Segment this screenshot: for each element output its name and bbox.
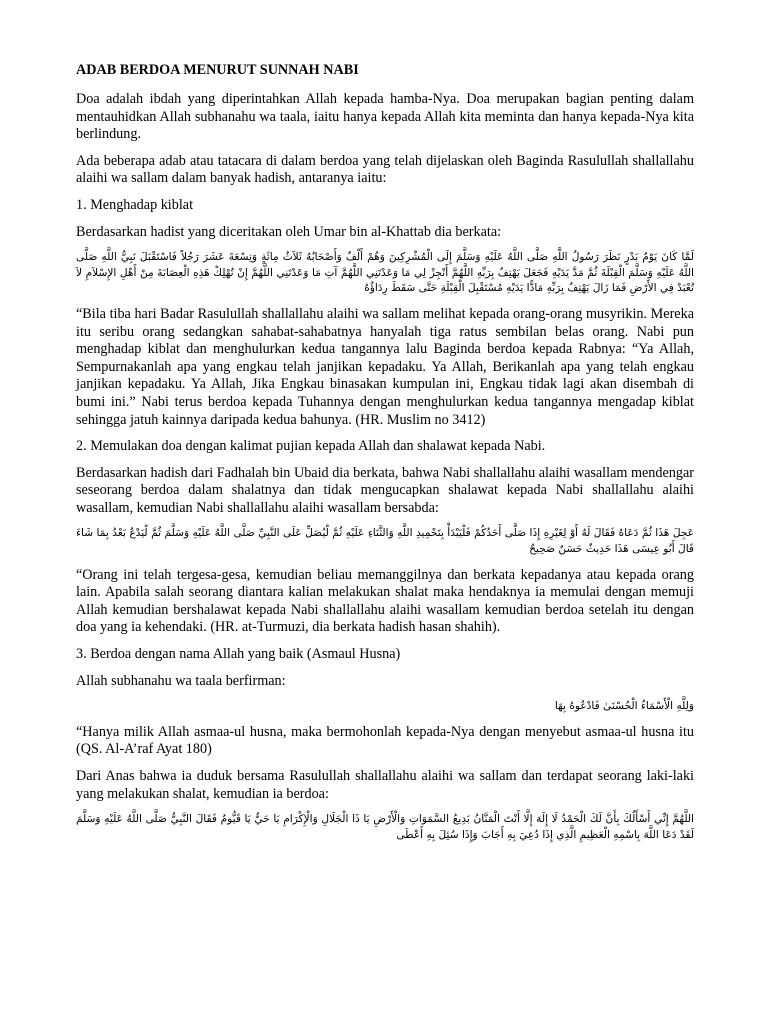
section-heading-1: 1. Menghadap kiblat (76, 196, 194, 213)
hadith-source-3: Dari Anas bahwa ia duduk bersama Rasulullah shallallahu alaihi wa sallam dan terdapat seorang laki-laki yang melakukan shalat, kemudian ia berdoa: (76, 768, 694, 802)
adab-intro-paragraph: Ada beberapa adab atau tatacara di dalam berdoa yang telah dijelaskan oleh Baginda Rasulullah shallallahu alaihi wa sallam dalam banyak hadish, antaranya iaitu: (76, 152, 694, 187)
arabic-hadith-2: عَجِلَ هَذَا ثُمَّ دَعَاهُ فَقَالَ لَهُ أَوْ لِغَيْرِهِ إِذَا صَلَّى أَحَدُكُمْ فَلْيَبْدَأْ بِتَحْمِيدِ اللَّهِ وَالثَّنَاءِ عَلَيْهِ ثُمَّ لْيُصَلِّ عَلَى النَّبِيِّ صَلَّى اللَّهُ عَلَيْهِ وَسَلَّمَ ثُمَّ لْيَدْعُ بَعْدُ بِمَا شَاءَ قَالَ أَبُو عِيسَى هَذَا حَدِيثٌ حَسَنٌ صَحِيحٌ (76, 527, 694, 556)
translation-1: “Bila tiba hari Badar Rasulullah shallallahu alaihi wa sallam melihat kepada orang-orang musyrikin. Mereka itu seribu orang sedangkan sahabat-sahabatnya hanyalah tiga ratus sembilan belas orang. Nabi pun menghadap kiblat dan menghulurkan kedua tangannya lalu Baginda berdoa kepada Rabnya: “Ya Allah, Sempurnakanlah apa yang engkau telah janjikan kepadaku. Ya Allah, Berikanlah apa yang telah engkau janjikan kepadaku. Ya Allah, Jika Engkau binasakan kumpulan ini, Engkau tidak lagi akan disembah di bumi ini.” Nabi terus berdoa kepada Tuhannya dengan menghulurkan kedua tangannya mengadap kiblat sehingga jatuh kainnya daripada kedua bahunya. (HR. Muslim no 3412) (76, 305, 694, 428)
verse-intro: Allah subhanahu wa taala berfirman: (76, 672, 286, 689)
arabic-hadith-1: لَمَّا كَانَ يَوْمُ بَدْرٍ نَظَرَ رَسُولُ اللَّهِ صَلَّى اللَّهُ عَلَيْهِ وَسَلَّمَ إِلَى الْمُشْرِكِينَ وَهُمْ أَلْفٌ وَأَصْحَابُهُ ثَلاَثُ مِائَةٍ وَتِسْعَةَ عَشَرَ رَجُلاً فَاسْتَقْبَلَ نَبِيُّ اللَّهِ صَلَّى اللَّهُ عَلَيْهِ وَسَلَّمَ الْقِبْلَةَ ثُمَّ مَدَّ يَدَيْهِ فَجَعَلَ يَهْتِفُ بِرَبِّهِ اللَّهُمَّ أَنْجِزْ لِي مَا وَعَدْتَنِي اللَّهُمَّ آتِ مَا وَعَدْتَنِي اللَّهُمَّ إِنْ تُهْلِكْ هَذِهِ الْعِصَابَةَ مِنْ أَهْلِ الإِسْلاَمِ لاَ تُعْبَدْ فِي الأَرْضِ فَمَا زَالَ يَهْتِفُ بِرَبِّهِ مَادًّا يَدَيْهِ مُسْتَقْبِلَ الْقِبْلَةِ حَتَّى سَقَطَ رِدَاؤُهُ (76, 251, 694, 295)
translation-2: “Orang ini telah tergesa-gesa, kemudian beliau memanggilnya dan berkata kepadanya atau kepada orang lain. Apabila salah seorang diantara kalian melakukan shalat maka hendaknya ia memulai dengan memuji Allah kemudian bershalawat kepada Nabi shallallahu alaihi wasallam kemudian berdoa setelah itu dengan doa yang ia kehendaki. (HR. at-Turmuzi, dia berkata hadish hasan shahih). (76, 566, 694, 636)
arabic-hadith-3: اللَّهُمَّ إِنِّي أَسْأَلُكَ بِأَنَّ لَكَ الْحَمْدُ لَا إِلَهَ إِلَّا أَنْتَ الْمَنَّانُ بَدِيعُ السَّمَوَاتِ وَالْأَرْضِ يَا ذَا الْجَلَالِ وَالْإِكْرَامِ يَا حَيُّ يَا قَيُّومُ فَقَالَ النَّبِيُّ صَلَّى اللَّهُ عَلَيْهِ وَسَلَّمَ لَقَدْ دَعَا اللَّهَ بِاسْمِهِ الْعَظِيمِ الَّذِي إِذَا دُعِيَ بِهِ أَجَابَ وَإِذَا سُئِلَ بِهِ أَعْطَى (76, 813, 694, 841)
section-heading-2: 2. Memulakan doa dengan kalimat pujian kepada Allah dan shalawat kepada Nabi. (76, 438, 546, 455)
arabic-verse: وَلِلَّهِ الْأَسْمَاءُ الْحُسْنَىٰ فَادْعُوهُ بِهَا (554, 700, 694, 713)
document-title: ADAB BERDOA MENURUT SUNNAH NABI (76, 62, 359, 78)
section-heading-3: 3. Berdoa dengan nama Allah yang baik (Asmaul Husna) (76, 646, 401, 663)
hadith-source-1: Berdasarkan hadist yang diceritakan oleh Umar bin al-Khattab dia berkata: (76, 223, 502, 240)
hadith-source-2: Berdasarkan hadish dari Fadhalah bin Ubaid dia berkata, bahwa Nabi shallallahu alaihi wasallam mendengar seseorang berdoa dalam shalatnya dan tidak mengucapkan shalawat kepada Nabi shallallahu alaihi wasallam, kemudian Nabi shallallahu alaihi wasallam bersabda: (76, 464, 694, 516)
translation-verse: “Hanya milik Allah asmaa-ul husna, maka bermohonlah kepada-Nya dengan menyebut asmaa-ul husna itu (QS. Al-A’raf Ayat 180) (76, 723, 694, 758)
intro-paragraph: Doa adalah ibdah yang diperintahkan Allah kepada hamba-Nya. Doa merupakan bagian penting dalam mentauhidkan Allah subhanahu wa taala, iaitu hanya kepada Allah kita meminta dan hanya kepada-Nya kita berlindung. (76, 91, 694, 143)
